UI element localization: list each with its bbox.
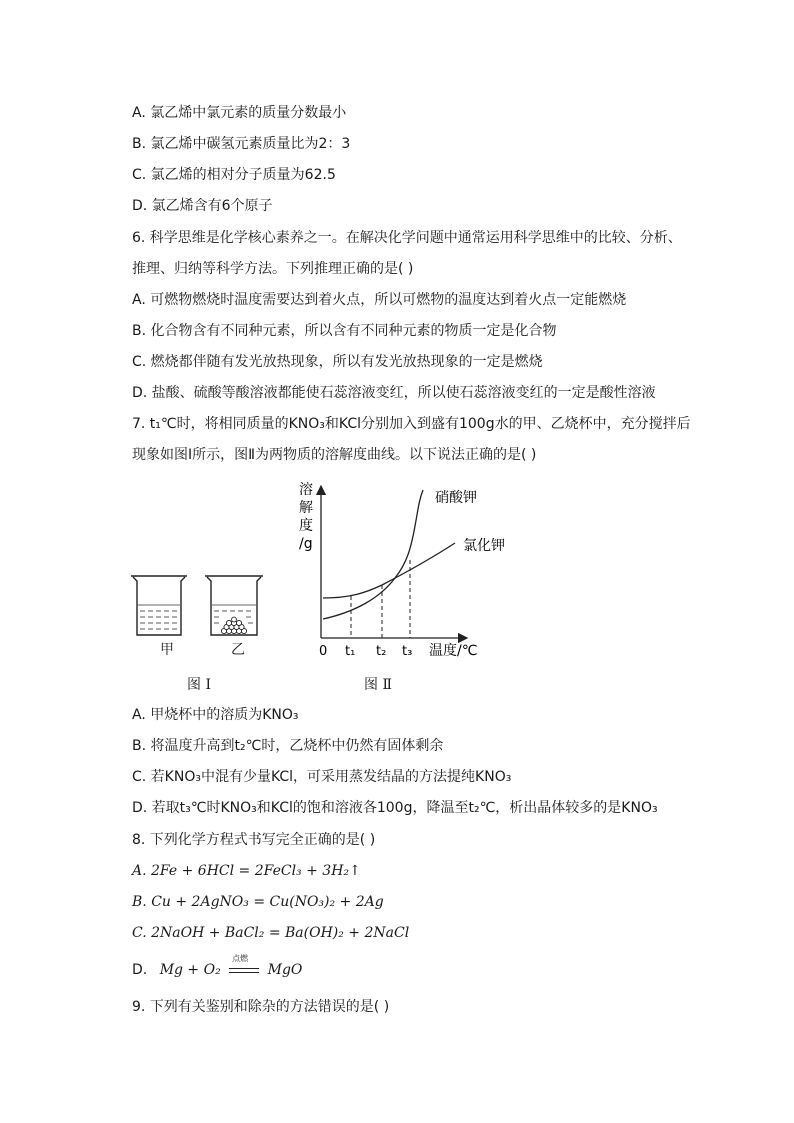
q6-option-b: B. 化合物含有不同种元素，所以含有不同种元素的物质一定是化合物: [132, 323, 557, 339]
kcl-curve-label: 氯化钾: [463, 538, 505, 554]
q5-option-d: D. 氯乙烯含有6个原子: [132, 198, 273, 214]
q8-stem: 8. 下列化学方程式书写完全正确的是( ): [132, 832, 376, 848]
q5-option-b: B. 氯乙烯中碳氢元素质量比为2：3: [132, 136, 351, 152]
kcl-curve: [323, 543, 455, 598]
q7-option-a: A. 甲烧杯中的溶质为KNO₃: [132, 707, 299, 723]
q5-option-a: A. 氯乙烯中氯元素的质量分数最小: [132, 105, 347, 121]
undissolved-solid: [221, 617, 246, 634]
figure-1-caption: 图 Ⅰ: [187, 677, 211, 693]
q8-option-b: B. Cu + 2AgNO₃ = Cu(NO₃)₂ + 2Ag: [132, 894, 384, 910]
kno3-curve-label: 硝酸钾: [435, 490, 477, 506]
q8-option-d: [132, 954, 303, 980]
origin-label: 0: [319, 644, 328, 659]
y-axis-label-1: 溶: [299, 482, 313, 498]
figure-2-solubility-chart: [295, 478, 505, 668]
beaker-left: [131, 576, 187, 635]
x-axis-label: 温度/℃: [429, 643, 478, 659]
q7-option-b: B. 将温度升高到t₂℃时，乙烧杯中仍然有固体剩余: [132, 738, 444, 754]
q8-option-d-prefix: D.: [132, 962, 148, 978]
beaker-right: [205, 576, 263, 635]
beaker-left-label: 甲: [160, 642, 174, 658]
y-axis-label-3: 度: [299, 518, 313, 534]
q7-option-d: D. 若取t₃℃时KNO₃和KCl的饱和溶液各100g，降温至t₂℃，析出晶体较多的是KNO₃: [132, 800, 658, 816]
q6-option-c: C. 燃烧都伴随有发光放热现象，所以有发光放热现象的一定是燃烧: [132, 354, 543, 370]
q6-stem-line1: 6. 科学思维是化学核心素养之一。在解决化学问题中通常运用科学思维中的比较、分析、: [132, 230, 682, 246]
q6-stem-line2: 推理、归纳等科学方法。下列推理正确的是( ): [132, 261, 414, 277]
kno3-curve: [323, 490, 423, 619]
y-axis-label-2: 解: [299, 500, 313, 516]
y-axis-label-4: /g: [299, 536, 313, 552]
q8-option-d-equals: [229, 954, 259, 980]
tick-label-t1: t₁: [345, 644, 356, 659]
q8-option-d-condition: 点燃: [232, 954, 249, 963]
q8-option-a: A. 2Fe + 6HCl = 2FeCl₃ + 3H₂↑: [132, 863, 361, 879]
q7-stem-line2: 现象如图Ⅰ所示，图Ⅱ为两物质的溶解度曲线。以下说法正确的是( ): [132, 447, 537, 463]
q8-option-d-product: MgO: [267, 962, 303, 978]
q5-option-c: C. 氯乙烯的相对分子质量为62.5: [132, 167, 336, 183]
figure-2-caption: 图 Ⅱ: [364, 677, 392, 693]
q8-option-d-reactants: Mg + O₂: [159, 962, 221, 978]
q6-option-d: D. 盐酸、硫酸等酸溶液都能使石蕊溶液变红，所以使石蕊溶液变红的一定是酸性溶液: [132, 385, 656, 401]
tick-label-t2: t₂: [376, 644, 387, 659]
q7-option-c: C. 若KNO₃中混有少量KCl，可采用蒸发结晶的方法提纯KNO₃: [132, 769, 512, 785]
beaker-right-label: 乙: [231, 642, 245, 658]
q6-option-a: A. 可燃物燃烧时温度需要达到着火点，所以可燃物的温度达到着火点一定能燃烧: [132, 292, 627, 308]
figure-1-beakers: [125, 565, 275, 665]
q7-stem-line1: 7. t₁℃时，将相同质量的KNO₃和KCl分别加入到盛有100g水的甲、乙烧杯中，充分搅拌后: [132, 416, 691, 432]
q9-stem: 9. 下列有关鉴别和除杂的方法错误的是( ): [132, 999, 390, 1015]
q8-option-c: C. 2NaOH + BaCl₂ = Ba(OH)₂ + 2NaCl: [132, 925, 410, 941]
tick-label-t3: t₃: [402, 644, 413, 659]
